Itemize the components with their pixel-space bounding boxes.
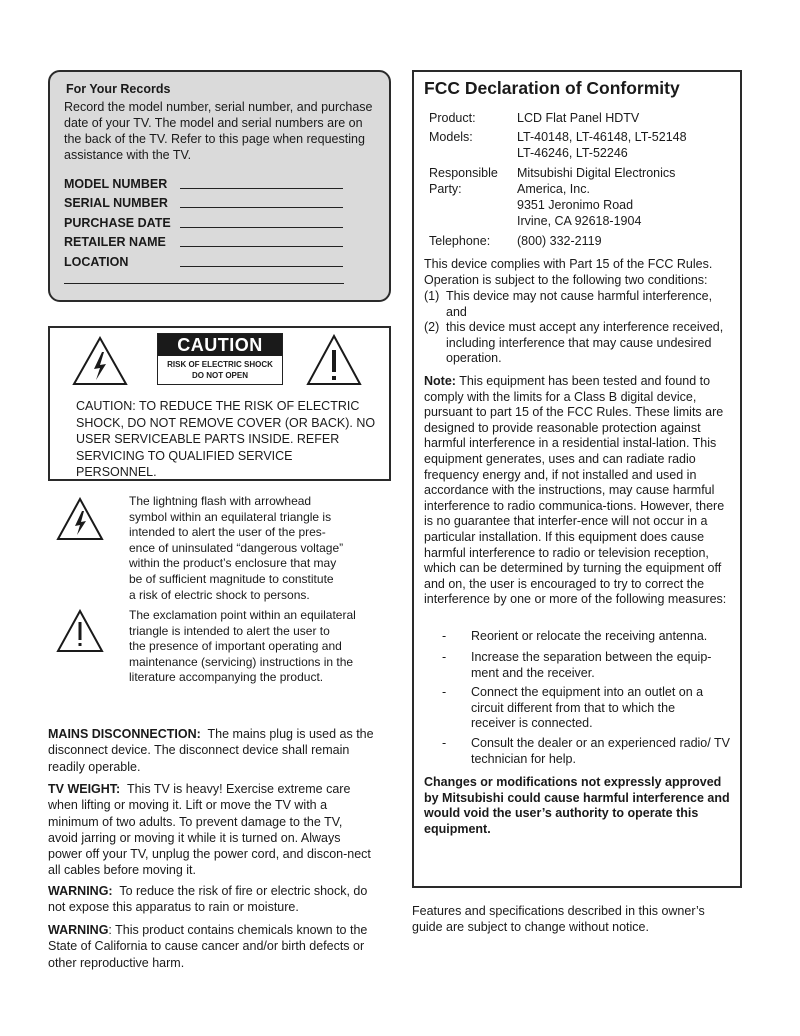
notice-text: To reduce the risk of fire or electric shock, do not expose this apparatus to rain or moisture.	[48, 884, 368, 915]
condition-2-text: this device must accept any interference received, including interference that may cause undesired operation.	[446, 320, 724, 366]
records-box	[48, 70, 391, 302]
party-line-3: 9351 Jeronimo Road	[517, 198, 634, 212]
text-line: a risk of electric shock to persons.	[129, 587, 310, 602]
measure-bullet: -	[442, 685, 447, 699]
text-line: The lightning flash with arrowhead	[129, 494, 312, 508]
write-line	[180, 195, 343, 208]
measure-bullet: -	[442, 629, 447, 643]
records-intro: Record the model number, serial number, and purchase date of your TV. The model and serial numbers are on the back of the TV. Refer to this page when requesting assistance with the TV.	[64, 100, 373, 162]
condition-1-number: (1)	[424, 289, 440, 303]
party-line-1: Mitsubishi Digital Electronics	[517, 166, 676, 180]
purchase-date-field[interactable]	[64, 210, 375, 230]
lightning-symbol-icon	[56, 497, 104, 541]
text-line: be of sufficient magnitude to constitute	[129, 571, 334, 586]
text-line: symbol within an equilateral triangle is	[129, 509, 332, 524]
records-fields	[64, 171, 375, 284]
mains-disconnection-notice	[48, 726, 375, 775]
lightning-warning-icon	[72, 336, 128, 386]
lightning-explanation	[129, 494, 379, 603]
exclamation-warning-icon	[306, 334, 362, 386]
party-label-2: Party:	[429, 182, 462, 196]
models-label: Models:	[429, 130, 473, 144]
write-line	[180, 176, 343, 189]
exclamation-symbol-icon	[56, 609, 104, 653]
field-label: SERIAL NUMBER	[64, 196, 168, 210]
condition-text: This device may not cause harmful interference, and	[446, 289, 713, 319]
fcc-complies-text: This device complies with Part 15 of the FCC Rules. Operation is subject to the following two conditions:	[424, 257, 713, 287]
measure-item: Reorient or relocate the receiving antenna.	[471, 629, 708, 643]
notice-text: The mains plug is used as the disconnect device. The disconnect device shall remain readily operable.	[48, 727, 374, 774]
fcc-note	[424, 374, 736, 608]
field-label: LOCATION	[64, 254, 129, 269]
party-label-1: Responsible	[429, 166, 498, 180]
text-line: within the product’s enclosure that may	[129, 556, 337, 571]
notice-label: WARNING:	[48, 884, 113, 898]
measure-item: Increase the separation between the equip-ment and the receiver.	[471, 650, 712, 680]
caution-text: CAUTION: TO REDUCE THE RISK OF ELECTRIC SHOCK, DO NOT REMOVE COVER (OR BACK). NO USER SERVICEABLE PARTS INSIDE. REFER SERVICING TO QUALIFIED SERVICE PERSONNEL.	[76, 399, 376, 479]
fcc-declaration-box	[412, 70, 742, 888]
measure-item: Connect the equipment into an outlet on a circuit different from that to which the receiver is connected.	[471, 685, 704, 731]
note-text: This equipment has been tested and found to comply with the limits for a Class B digital device, pursuant to part 15 of the FCC Rules. These limits are designed to provide reasonable protection against harmful interference in a residential instal-lation. This equipment generates, uses and can radiate radio frequency energy and, if not installed and used in accordance with the instructions, may cause harmful interference to radio communica-tions. However, there is no guarantee that interfer-ence will not occur in a particular installation. If this equipment does cause harmful interference to radio or television reception, which can be determined by turning the equipment off and on, the user is encouraged to try to correct the interference by one or more of the following measures:	[424, 374, 727, 607]
telephone-label: Telephone:	[429, 234, 491, 248]
measure-item: Consult the dealer or an experienced radio/ TV technician for help.	[471, 736, 730, 766]
text-line: triangle is intended to alert the user to	[129, 623, 330, 638]
measure-bullet: -	[442, 650, 447, 664]
notice-label: WARNING	[48, 923, 109, 937]
text-line: maintenance (servicing) instructions in the	[129, 654, 354, 669]
notice-text: This TV is heavy! Exercise extreme care when lifting or moving it. Lift or move the TV with a minimum of two adults. To prevent damage to the TV, avoid jarring or moving it while it is turned on. Always power off your TV, unplug the power cord, and discon-nect all cables before moving it.	[48, 782, 371, 878]
note-label: Note:	[424, 374, 456, 388]
warning-notice	[48, 883, 375, 916]
caution-badge	[157, 333, 283, 385]
text-line: intended to alert the user of the pres-	[129, 525, 326, 540]
field-label: RETAILER NAME	[64, 235, 166, 249]
write-line	[180, 234, 343, 247]
footer-note: Features and specifications described in this owner’s guide are subject to change without notice.	[412, 904, 705, 934]
product-label: Product:	[429, 111, 476, 125]
measure-bullet: -	[442, 736, 447, 750]
text-line: ence of uninsulated “dangerous voltage”	[129, 540, 344, 555]
caution-box	[48, 326, 391, 481]
caution-sub-1: RISK OF ELECTRIC SHOCK	[167, 360, 273, 369]
notice-label: TV WEIGHT:	[48, 782, 121, 796]
field-label: PURCHASE DATE	[64, 215, 171, 230]
fcc-title: FCC Declaration of Conformity	[424, 78, 680, 98]
models-line-2: LT-46246, LT-52246	[517, 146, 628, 160]
condition-2-number: (2)	[424, 320, 440, 334]
notice-text: : This product contains chemicals known to the State of California to cause cancer and/or birth defects or other reproductive harm.	[48, 923, 368, 970]
notice-label: MAINS DISCONNECTION:	[48, 727, 201, 741]
party-line-4: Irvine, CA 92618-1904	[517, 214, 642, 228]
condition-1-text	[446, 289, 726, 320]
fcc-changes-warning: Changes or modifications not expressly approved by Mitsubishi could cause harmful interference and would void the user’s authority to operate this equipment.	[424, 775, 730, 836]
model-number-field[interactable]	[64, 171, 375, 191]
tv-weight-notice	[48, 781, 375, 879]
serial-number-field[interactable]	[64, 191, 375, 211]
field-label: MODEL NUMBER	[64, 176, 168, 191]
party-line-2: America, Inc.	[517, 182, 590, 196]
text-line: The exclamation point within an equilateral	[129, 608, 356, 622]
caution-sub-2: DO NOT OPEN	[191, 371, 248, 380]
caution-header: CAUTION	[158, 334, 282, 356]
california-warning-notice	[48, 922, 375, 971]
write-line	[180, 254, 343, 267]
write-line	[180, 215, 343, 228]
records-title: For Your Records	[66, 82, 171, 96]
location-extra-line[interactable]	[64, 283, 344, 284]
text-line: the presence of important operating and	[129, 639, 342, 654]
exclamation-explanation	[129, 608, 379, 686]
product-value: LCD Flat Panel HDTV	[517, 111, 640, 125]
text-line: literature accompanying the product.	[129, 670, 324, 685]
location-field[interactable]	[64, 249, 375, 269]
telephone-value: (800) 332-2119	[517, 234, 602, 248]
models-line-1: LT-40148, LT-46148, LT-52148	[517, 130, 687, 144]
retailer-name-field[interactable]	[64, 230, 375, 250]
